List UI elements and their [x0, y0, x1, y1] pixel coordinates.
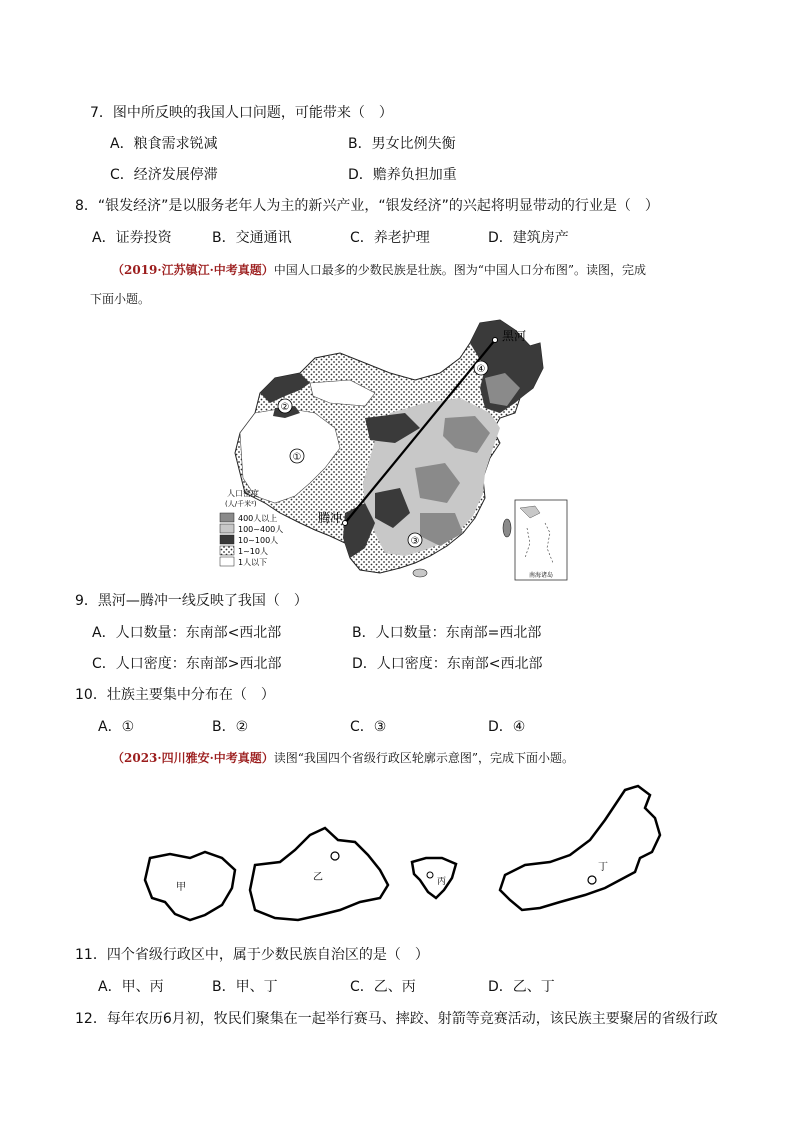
legend-unit: (人/千米²) — [225, 500, 257, 508]
legend-title: 人口密度 — [227, 489, 259, 498]
q9-stem: 9．黑河—腾冲一线反映了我国（ ） — [75, 593, 308, 609]
province-ding — [500, 786, 660, 910]
q11-option-a: A．甲、丙 — [98, 979, 164, 995]
svg-text:①: ① — [292, 452, 302, 463]
q7-option-a: A．粮食需求锐减 — [110, 136, 218, 152]
marker-1 — [290, 449, 304, 463]
q8-option-a: A．证券投资 — [92, 230, 172, 246]
q9-option-b: B．人口数量：东南部=西北部 — [352, 625, 542, 641]
marker-4 — [474, 361, 488, 375]
city-bing — [427, 872, 433, 878]
source-2 — [112, 749, 574, 767]
province-jia — [145, 852, 235, 920]
q11-option-d: D．乙、丁 — [488, 979, 555, 995]
q9-option-d: D．人口密度：东南部<西北部 — [352, 656, 543, 672]
q8-stem: 8．“银发经济”是以服务老年人为主的新兴产业，“银发经济”的兴起将明显带动的行业是（ ） — [75, 198, 659, 214]
legend-item-3: 10~100人 — [238, 536, 279, 545]
source-1-text2: 下面小题。 — [90, 292, 151, 306]
svg-text:④: ④ — [476, 364, 486, 375]
province-outlines-svg — [130, 780, 670, 930]
source-2-text: 读图“我国四个省级行政区轮廓示意图”，完成下面小题。 — [273, 751, 575, 765]
svg-text:②: ② — [280, 402, 290, 413]
label-yi: 乙 — [313, 872, 323, 883]
q11-option-b: B．甲、丁 — [212, 979, 278, 995]
china-population-map — [215, 318, 585, 583]
q9-option-c: C．人口密度：东南部>西北部 — [92, 656, 282, 672]
province-outlines — [130, 780, 670, 930]
city-yi — [331, 852, 339, 860]
q10-option-c: C．③ — [350, 719, 387, 735]
legend-item-5: 1人以下 — [238, 558, 268, 567]
taiwan — [503, 519, 511, 537]
city-ding — [588, 876, 596, 884]
south-china-sea-inset — [515, 500, 567, 580]
q11-option-c: C．乙、丙 — [350, 979, 416, 995]
svg-text:③: ③ — [410, 536, 420, 547]
q7-option-d: D．赡养负担加重 — [348, 167, 457, 183]
inset-label: 南海诸岛 — [528, 572, 554, 579]
label-jia: 甲 — [176, 882, 186, 893]
q11-stem: 11．四个省级行政区中，属于少数民族自治区的是（ ） — [75, 947, 429, 963]
q8-option-d: D．建筑房产 — [488, 230, 569, 246]
q9-option-a: A．人口数量：东南部<西北部 — [92, 625, 282, 641]
heihe-point — [493, 338, 498, 343]
q7-option-b: B．男女比例失衡 — [348, 136, 456, 152]
legend-item-2: 100~400人 — [238, 525, 284, 534]
q8-option-b: B．交通通讯 — [212, 230, 292, 246]
q10-option-b: B．② — [212, 719, 249, 735]
label-heihe: 黑河 — [502, 329, 527, 343]
source-1-text: 中国人口最多的少数民族是壮族。图为“中国人口分布图”。读图，完成 — [273, 263, 647, 277]
q7-option-c: C．经济发展停滞 — [110, 167, 218, 183]
source-1 — [112, 261, 646, 279]
hainan — [413, 569, 427, 577]
tengchong-point — [343, 521, 348, 526]
label-tengchong: 腾冲 — [318, 511, 343, 525]
label-bing: 丙 — [437, 877, 447, 887]
province-bing — [412, 858, 456, 898]
source-2-tag: （2023·四川雅安·中考真题） — [112, 751, 274, 765]
marker-3 — [408, 533, 422, 547]
china-population-map-svg — [215, 318, 585, 583]
marker-2 — [278, 399, 292, 413]
q10-option-d: D．④ — [488, 719, 526, 735]
q10-option-a: A．① — [98, 719, 135, 735]
q7-stem: 7．图中所反映的我国人口问题，可能带来（ ） — [90, 105, 393, 121]
source-1-tag: （2019·江苏镇江·中考真题） — [112, 263, 274, 277]
q8-option-c: C．养老护理 — [350, 230, 430, 246]
legend-item-1: 400人以上 — [238, 514, 278, 523]
legend-item-4: 1~10人 — [238, 547, 268, 556]
q12-stem: 12．每年农历6月初，牧民们聚集在一起举行赛马、摔跤、射箭等竞赛活动，该民族主要聚居的省级行政 — [75, 1011, 718, 1027]
q10-stem: 10．壮族主要集中分布在（ ） — [75, 687, 275, 703]
label-ding: 丁 — [598, 862, 608, 873]
